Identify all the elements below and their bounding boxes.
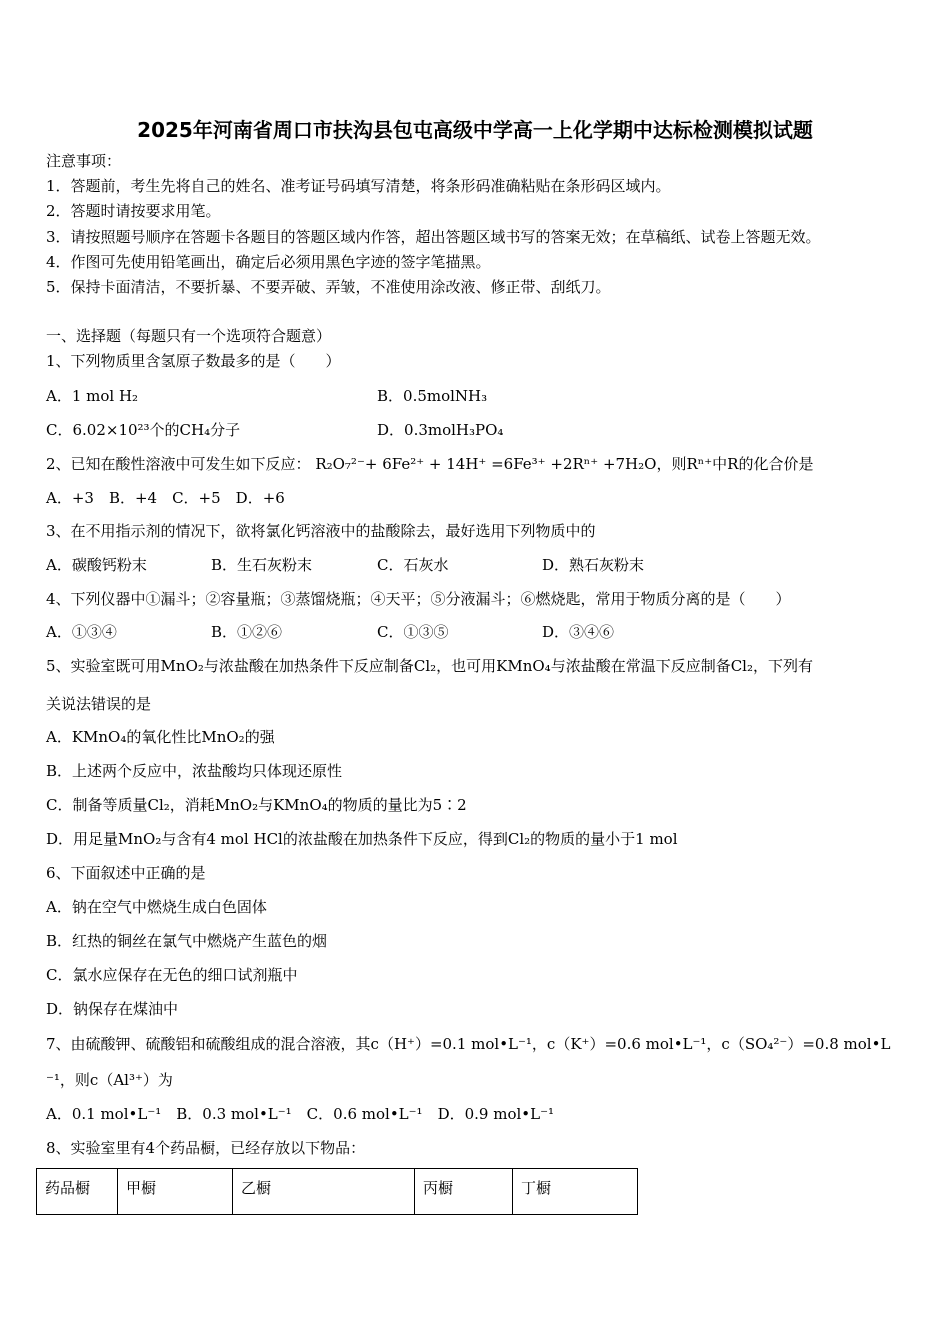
q7-options: A．0.1 mol•L⁻¹ B．0.3 mol•L⁻¹ C．0.6 mol•L⁻¹ D．0.9 mol•L⁻¹ bbox=[46, 1105, 555, 1123]
q5-option-c: C．制备等质量Cl₂，消耗MnO₂与KMnO₄的物质的量比为5∶2 bbox=[46, 796, 467, 814]
q4-option-b: B．①②⑥ bbox=[211, 623, 283, 641]
q6-option-b: B．红热的铜丝在氯气中燃烧产生蓝色的烟 bbox=[46, 932, 328, 950]
section-heading: 一、选择题（每题只有一个选项符合题意） bbox=[46, 327, 332, 345]
q4-option-d: D．③④⑥ bbox=[542, 623, 615, 641]
question-1: 1、下列物质里含氢原子数最多的是（ ） bbox=[46, 352, 341, 370]
q5-option-d: D．用足量MnO₂与含有4 mol HCl的浓盐酸在加热条件下反应，得到Cl₂的物质的量小于1 mol bbox=[46, 830, 678, 848]
question-7-cont: ⁻¹，则c（Al³⁺）为 bbox=[46, 1071, 173, 1089]
q3-option-b: B．生石灰粉末 bbox=[211, 556, 313, 574]
q1-option-d: D．0.3molH₃PO₄ bbox=[377, 421, 504, 439]
notice-item: 3．请按照题号顺序在答题卡各题目的答题区域内作答，超出答题区域书写的答案无效；在草稿纸、试卷上答题无效。 bbox=[46, 228, 821, 246]
notice-item: 1．答题前，考生先将自己的姓名、准考证号码填写清楚，将条形码准确粘贴在条形码区域内。 bbox=[46, 177, 671, 195]
question-6: 6、下面叙述中正确的是 bbox=[46, 864, 206, 882]
page-title: 2025年河南省周口市扶沟县包屯高级中学高一上化学期中达标检测模拟试题 bbox=[137, 118, 813, 142]
q5-option-b: B．上述两个反应中，浓盐酸均只体现还原性 bbox=[46, 762, 343, 780]
q1-option-c: C．6.02×10²³个的CH₄分子 bbox=[46, 421, 241, 439]
q6-option-c: C．氯水应保存在无色的细口试剂瓶中 bbox=[46, 966, 298, 984]
table-cell: 乙橱 bbox=[233, 1169, 415, 1215]
q5-option-a: A．KMnO₄的氧化性比MnO₂的强 bbox=[46, 728, 275, 746]
question-4: 4、下列仪器中①漏斗；②容量瓶；③蒸馏烧瓶；④天平；⑤分液漏斗；⑥燃烧匙，常用于物质分离的是（ ） bbox=[46, 590, 791, 608]
notice-item: 2．答题时请按要求用笔。 bbox=[46, 202, 221, 220]
table-cell: 药品橱 bbox=[37, 1169, 118, 1215]
q4-option-c: C．①③⑤ bbox=[377, 623, 449, 641]
table-cell: 丙橱 bbox=[415, 1169, 513, 1215]
question-3: 3、在不用指示剂的情况下，欲将氯化钙溶液中的盐酸除去，最好选用下列物质中的 bbox=[46, 522, 596, 540]
q2-options: A．+3 B．+4 C．+5 D．+6 bbox=[46, 489, 285, 507]
notice-heading: 注意事项： bbox=[46, 152, 122, 170]
q6-option-d: D．钠保存在煤油中 bbox=[46, 1000, 179, 1018]
q6-option-a: A．钠在空气中燃烧生成白色固体 bbox=[46, 898, 267, 916]
notice-item: 5．保持卡面清洁，不要折暴、不要弄破、弄皱，不准使用涂改液、修正带、刮纸刀。 bbox=[46, 278, 611, 296]
q1-option-a: A．1 mol H₂ bbox=[46, 387, 139, 405]
q1-option-b: B．0.5molNH₃ bbox=[377, 387, 488, 405]
q3-option-c: C．石灰水 bbox=[377, 556, 449, 574]
notice-item: 4．作图可先使用铅笔画出，确定后必须用黑色字迹的签字笔描黑。 bbox=[46, 253, 491, 271]
table-row bbox=[37, 1169, 638, 1215]
question-2: 2、已知在酸性溶液中可发生如下反应： R₂O₇²⁻+ 6Fe²⁺ + 14H⁺ =6Fe³⁺ +2Rⁿ⁺ +7H₂O，则Rⁿ⁺中R的化合价是 bbox=[46, 455, 814, 473]
question-5-cont: 关说法错误的是 bbox=[46, 695, 152, 713]
table-cell: 甲橱 bbox=[118, 1169, 233, 1215]
question-7: 7、由硫酸钾、硫酸铝和硫酸组成的混合溶液，其c（H⁺）=0.1 mol•L⁻¹，c（K⁺）=0.6 mol•L⁻¹，c（SO₄²⁻）=0.8 mol•L bbox=[46, 1035, 891, 1053]
question-5: 5、实验室既可用MnO₂与浓盐酸在加热条件下反应制备Cl₂，也可用KMnO₄与浓盐酸在常温下反应制备Cl₂，下列有 bbox=[46, 657, 813, 675]
table-cell: 丁橱 bbox=[513, 1169, 638, 1215]
question-8: 8、实验室里有4个药品橱，已经存放以下物品： bbox=[46, 1139, 366, 1157]
q4-option-a: A．①③④ bbox=[46, 623, 117, 641]
cabinet-table bbox=[36, 1168, 638, 1215]
q3-option-a: A．碳酸钙粉末 bbox=[46, 556, 147, 574]
q3-option-d: D．熟石灰粉末 bbox=[542, 556, 645, 574]
